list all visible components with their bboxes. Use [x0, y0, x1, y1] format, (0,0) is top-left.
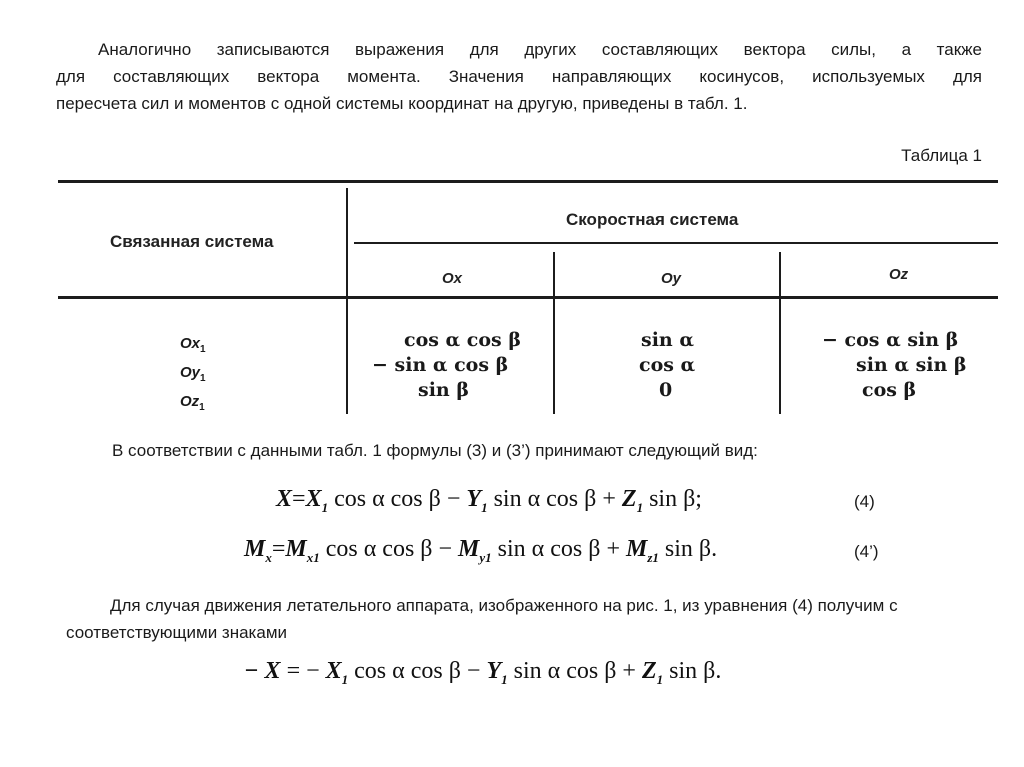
- equation-4-prime: $M_x=M_{x1}$ cos α $\cos \beta - M_{y1}$ sin α $\cos \beta + M_{z1}$ sin β.: [244, 536, 718, 565]
- intro-paragraph: [56, 36, 982, 117]
- row-labels: [180, 332, 206, 419]
- row-label-oz1: $Oz_1$: [180, 393, 205, 413]
- equation-4-number: (4): [854, 492, 875, 511]
- cell-r2-c2: cos α: [639, 354, 696, 376]
- column-header-ox: Ox: [442, 270, 463, 287]
- table-top-rule: [58, 180, 998, 183]
- table-header-bottom-rule: [58, 296, 998, 299]
- cell-r1-c3: − cos α sin β: [822, 329, 959, 351]
- cell-r1-c2: sin α: [641, 329, 694, 351]
- intro-line-2: для составляющих вектора момента. Значения направляющих косинусов, используемых для: [56, 67, 982, 86]
- intro-line-3: пересчета сил и моментов с одной системы координат на другую, приведены в табл. 1.: [56, 94, 748, 113]
- cell-r2-c3: sin α sin β: [856, 354, 967, 376]
- table-header-divider: [354, 242, 998, 244]
- cell-r3-c1: sin β: [418, 379, 469, 401]
- equation-4: $X=X_1$ cos α $\cos \beta - Y_1$ sin α $\cos \beta + Z_1$ sin β;: [276, 486, 702, 515]
- column-header-oz: Oz: [889, 266, 909, 283]
- cell-r3-c2: 0: [659, 379, 673, 401]
- aircraft-case-paragraph: Для случая движения летательного аппарата, изображенного на рис. 1, из уравнения (4) получим с соответствующими знаками: [66, 596, 898, 642]
- column-header-oy: Oy: [661, 270, 682, 287]
- equation-4-prime-number: (4’): [854, 542, 879, 561]
- cell-r1-c1: cos α cos β: [404, 329, 521, 351]
- table-vertical-rule-1: [346, 188, 348, 414]
- equation-final: − X = − $X_1$ cos α $\cos \beta - Y_1$ sin α $\cos \beta + Z_1$ sin β.: [244, 658, 722, 687]
- cell-r3-c3: cos β: [862, 379, 917, 401]
- formulas-intro-paragraph: В соответствии с данными табл. 1 формулы (3) и (3’) принимают следующий вид:: [112, 441, 758, 460]
- header-connected-system: Связанная система: [110, 232, 274, 251]
- table-vertical-rule-3: [779, 252, 781, 414]
- table-caption: Таблица 1: [901, 146, 982, 165]
- table-vertical-rule-2: [553, 252, 555, 414]
- header-velocity-system: Скоростная система: [566, 210, 739, 229]
- intro-line-1: Аналогично записываются выражения для других составляющих вектора силы, а также: [98, 40, 982, 59]
- row-label-oy1: $Oy_1$: [180, 364, 206, 384]
- row-label-ox1: $Ox_1$: [180, 335, 206, 355]
- cell-r2-c1: − sin α cos β: [372, 354, 509, 376]
